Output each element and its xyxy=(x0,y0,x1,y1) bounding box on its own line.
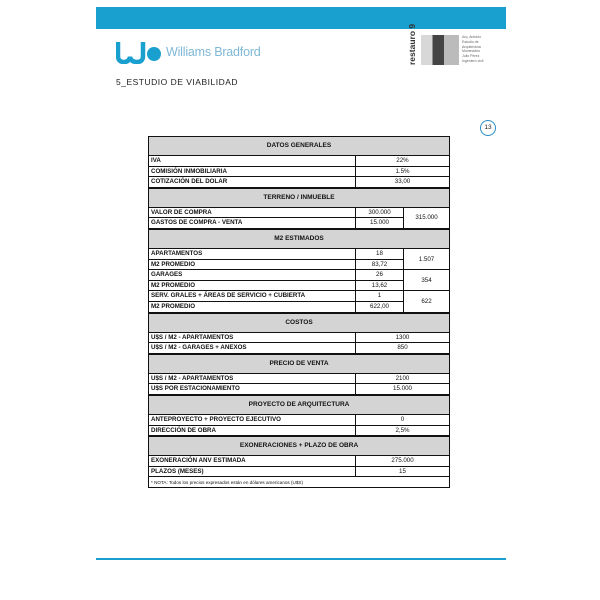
table-row: APARTAMENTOS 18 xyxy=(149,249,404,260)
partner-logo-graphic xyxy=(421,35,459,65)
table-row: EXONERACIÓN ANV ESTIMADA 275.000 xyxy=(149,456,449,467)
brand-name: Williams Bradford xyxy=(166,45,261,59)
partner-logo xyxy=(407,23,507,67)
partner-info: Arq. Antonio Estudio de Arquitectura Montevideo Julio Pérez Ingeniero civil xyxy=(462,35,484,63)
partner-logo-text: restauro 9 xyxy=(407,23,417,65)
table-row: DIRECCIÓN DE OBRA 2,5% xyxy=(149,426,449,437)
terreno-group xyxy=(149,208,449,229)
table-row: U$S / M2 - APARTAMENTOS 1300 xyxy=(149,333,449,344)
terreno-total: 315.000 xyxy=(404,208,449,229)
table-row: M2 PROMEDIO 622,00 xyxy=(149,302,404,313)
m2-group-garages xyxy=(149,270,449,291)
m2-group-servicios xyxy=(149,291,449,312)
section-header-costos: COSTOS xyxy=(149,313,449,333)
section-header-exoneraciones: EXONERACIONES + PLAZO DE OBRA xyxy=(149,436,449,456)
table-row: U$S / M2 - APARTAMENTOS 2100 xyxy=(149,374,449,385)
section-header-terreno: TERRENO / INMUEBLE xyxy=(149,188,449,208)
table-note: * NOTA: Todos los precios expresados están en dólares americanos (U$S) xyxy=(151,480,304,486)
table-row: ANTEPROYECTO + PROYECTO EJECUTIVO 0 xyxy=(149,415,449,426)
table-row: U$S / M2 - GARAGES + ANEXOS 850 xyxy=(149,343,449,354)
m2-group-apartamentos xyxy=(149,249,449,270)
table-row: M2 PROMEDIO 83,72 xyxy=(149,260,404,271)
table-row: VALOR DE COMPRA 300.000 xyxy=(149,208,404,219)
m2-total-garages: 354 xyxy=(404,270,449,291)
section-header-precio-venta: PRECIO DE VENTA xyxy=(149,354,449,374)
top-accent-bar xyxy=(96,7,506,29)
table-row: M2 PROMEDIO 13,62 xyxy=(149,281,404,292)
viability-table xyxy=(148,136,450,488)
table-row: SERV. GRALES + ÁREAS DE SERVICIO + CUBIERTA 1 xyxy=(149,291,404,302)
brand-logo xyxy=(116,40,261,64)
table-row: IVA 22% xyxy=(149,156,449,167)
page-number-badge: 13 xyxy=(480,120,496,136)
table-row: PLAZOS (MESES) 15 xyxy=(149,467,449,478)
m2-total-apartamentos: 1.507 xyxy=(404,249,449,270)
m2-total-servicios: 622 xyxy=(404,291,449,312)
table-row: U$S POR ESTACIONAMIENTO 15.000 xyxy=(149,384,449,395)
bottom-accent-bar xyxy=(96,558,506,560)
section-title: 5_ESTUDIO DE VIABILIDAD xyxy=(116,77,239,87)
brand-w-icon xyxy=(116,40,162,64)
table-row: COTIZACIÓN DEL DOLAR 33,00 xyxy=(149,177,449,188)
table-row: GARAGES 26 xyxy=(149,270,404,281)
table-row: COMISIÓN INMOBILIARIA 1.5% xyxy=(149,167,449,178)
table-row: GASTOS DE COMPRA - VENTA 15.000 xyxy=(149,218,404,229)
section-header-datos-generales: DATOS GENERALES xyxy=(149,137,449,156)
section-header-proyecto: PROYECTO DE ARQUITECTURA xyxy=(149,395,449,415)
section-header-m2: M2 ESTIMADOS xyxy=(149,229,449,249)
